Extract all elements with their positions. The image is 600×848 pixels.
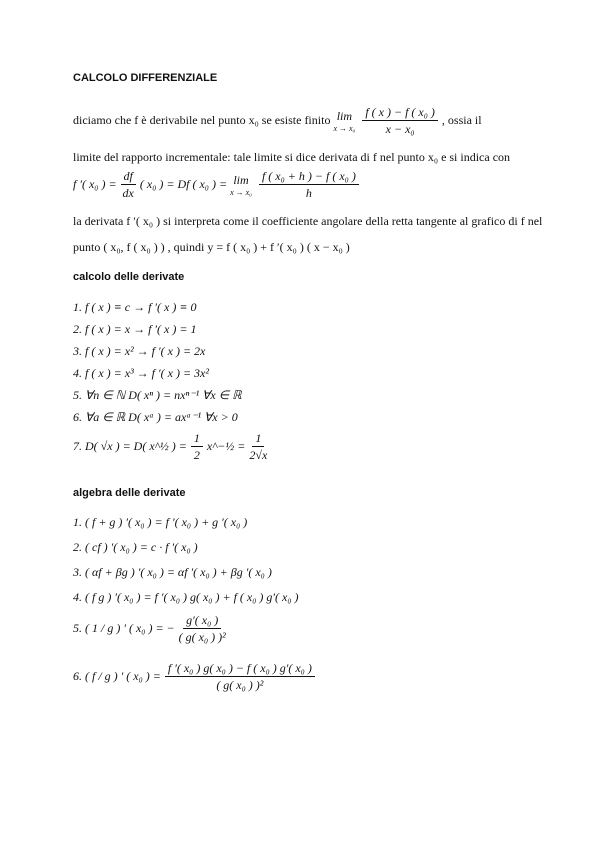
- document-title: CALCOLO DIFFERENZIALE: [73, 72, 218, 84]
- rule-item: 5. ∀n ∈ ℕ D( xⁿ ) = nxⁿ⁻¹ ∀x ∈ ℝ: [73, 388, 242, 402]
- intro-text: , ossia il: [441, 113, 482, 127]
- numerator: f ( x ) − f ( x₀ ): [362, 104, 438, 121]
- lim-sub: x → x₀: [230, 187, 252, 197]
- rule-item: 4. ( f g ) ′( x₀ ) = f ′( x₀ ) g( x₀ ) + f ( x₀ ) g′( x₀ ): [73, 590, 299, 604]
- formula-part: ( x₀ ) = Df ( x₀ ) =: [139, 177, 228, 191]
- numerator: 1: [191, 430, 203, 447]
- rule-item: 1. f ( x ) ≡ c → f ′( x ) ≡ 0: [73, 300, 197, 314]
- denominator: ( g( x₀ ) )²: [216, 678, 264, 692]
- numerator: 1: [252, 430, 264, 447]
- numerator: f ′( x₀ ) g( x₀ ) − f ( x₀ ) g′( x₀ ): [165, 660, 315, 677]
- intro-text: diciamo che f è derivabile nel punto x₀ se esiste finito: [73, 113, 331, 127]
- limit: [333, 109, 355, 133]
- fraction: [362, 104, 438, 137]
- rule-item: [73, 612, 230, 645]
- fraction: [165, 660, 315, 693]
- rule-item: 3. f ( x ) = x² → f ′( x ) = 2x: [73, 344, 206, 358]
- section-heading: algebra delle derivate: [73, 487, 186, 499]
- lim-sub: x → x₀: [333, 123, 356, 133]
- fraction: [249, 430, 267, 463]
- rule-item: 6. ∀a ∈ ℝ D( xᵃ ) = axᵃ⁻¹ ∀x > 0: [73, 410, 238, 424]
- fraction: [179, 612, 226, 645]
- rule-item: 2. ( cf ) ′( x₀ ) = c · f ′( x₀ ): [73, 540, 198, 554]
- formula-part: f ′( x₀ ) =: [73, 177, 117, 191]
- intro-paragraph-1: [73, 104, 482, 137]
- fraction: [121, 168, 136, 201]
- numerator: g′( x₀ ): [183, 612, 221, 629]
- denominator: ( g( x₀ ) )²: [178, 630, 226, 644]
- denominator: x − x₀: [385, 122, 415, 136]
- denominator: dx: [122, 186, 134, 200]
- derivative-definition: [73, 168, 363, 201]
- rule-item: 2. f ( x ) = x → f ′( x ) = 1: [73, 322, 197, 336]
- rule-item: [73, 430, 271, 463]
- fraction: [191, 430, 203, 463]
- lim-label: lim: [336, 108, 353, 123]
- lim-label: lim: [233, 172, 249, 187]
- fraction: [259, 168, 359, 201]
- formula-part: x^−½ =: [206, 439, 246, 453]
- rule-item: 4. f ( x ) = x³ → f ′( x ) = 3x²: [73, 366, 209, 380]
- formula-part: 5. ( 1 / g ) ′ ( x₀ ) = −: [73, 621, 175, 635]
- denominator: 2: [193, 448, 200, 462]
- rule-item: 1. ( f + g ) ′( x₀ ) = f ′( x₀ ) + g ′( x₀ ): [73, 515, 248, 529]
- rule-item: 3. ( αf + βg ) ′( x₀ ) = αf ′( x₀ ) + βg ′( x₀ ): [73, 565, 272, 579]
- numerator: f ( x₀ + h ) − f ( x₀ ): [259, 168, 359, 185]
- intro-paragraph-4: punto ( x₀, f ( x₀ ) ) , quindi y = f ( x₀ ) + f ′( x₀ ) ( x − x₀ ): [73, 240, 350, 254]
- intro-paragraph-2: limite del rapporto incrementale: tale limite si dice derivata di f nel punto x₀ e si indica con: [73, 150, 511, 164]
- limit: [230, 173, 252, 197]
- denominator: h: [305, 186, 312, 200]
- formula-part: 7. D( √x ) = D( x^½ ) =: [73, 439, 187, 453]
- intro-paragraph-3: la derivata f ′( x₀ ) si interpreta come il coefficiente angolare della retta tangente al grafico di f nel: [73, 214, 543, 228]
- numerator: df: [121, 168, 136, 185]
- formula-part: 6. ( f / g ) ′ ( x₀ ) =: [73, 669, 161, 683]
- section-heading: calcolo delle derivate: [73, 271, 185, 283]
- rule-item: [73, 660, 319, 693]
- denominator: 2√x: [249, 448, 268, 462]
